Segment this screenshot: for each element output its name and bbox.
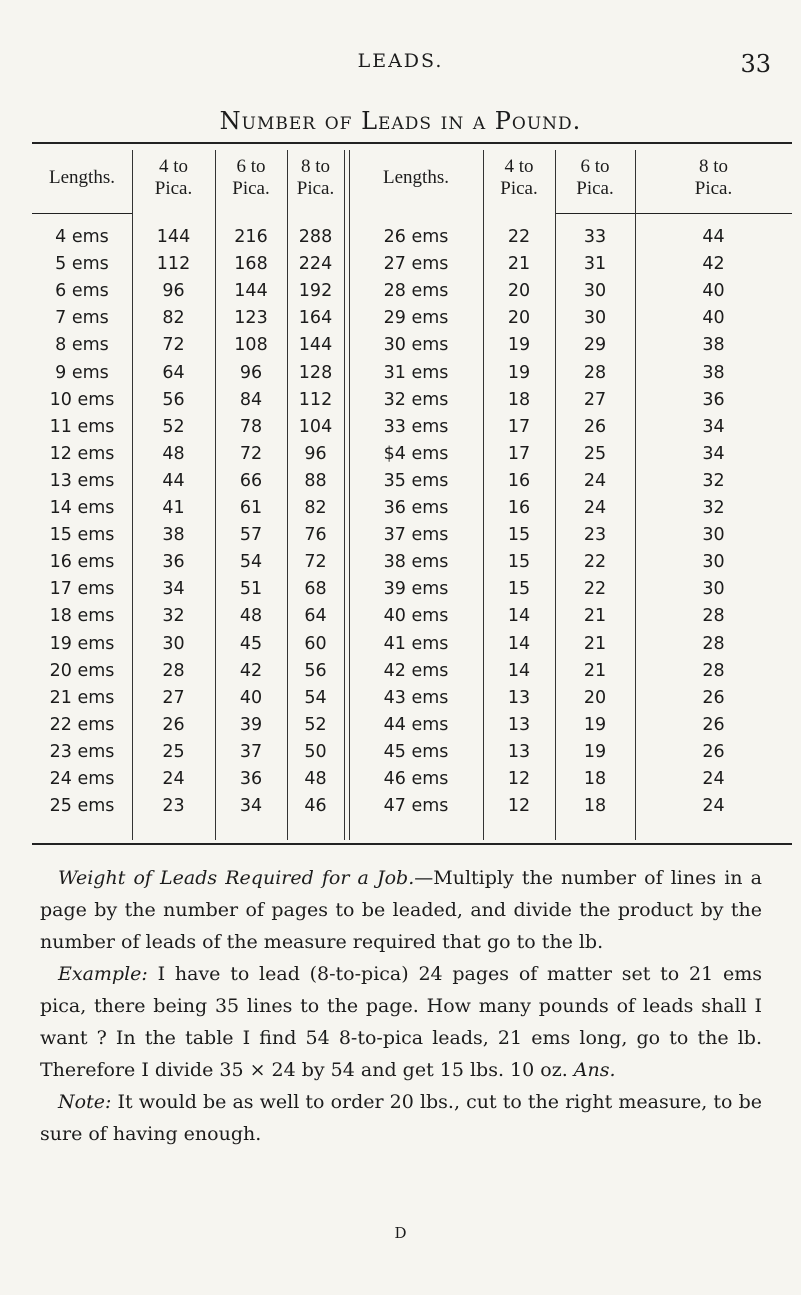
count-cell: 108 (234, 335, 268, 356)
length-cell: 19 ems (49, 633, 115, 654)
count-cell: 14 (507, 633, 531, 654)
table-row (32, 549, 792, 576)
count-cell: 38 (162, 525, 185, 546)
count-cell: 64 (162, 362, 185, 383)
count-cell: 12 (507, 769, 531, 789)
count-cell: 44 (162, 470, 185, 491)
length-cell: 31 ems (383, 362, 449, 383)
count-cell: 40 (702, 281, 725, 302)
leads-table (32, 142, 792, 845)
length-cell: 20 ems (49, 660, 115, 681)
length-cell: 4 ems (55, 227, 109, 247)
count-cell: 46 (304, 796, 327, 817)
count-cell: 24 (162, 769, 185, 789)
count-cell: 28 (702, 606, 725, 627)
count-cell: 144 (234, 281, 268, 302)
count-cell: 54 (239, 552, 263, 573)
count-cell: 24 (702, 769, 725, 789)
count-cell: 72 (239, 443, 263, 464)
count-cell: 15 (507, 525, 531, 546)
count-cell: 112 (298, 389, 333, 410)
count-cell: 16 (507, 498, 531, 518)
count-cell: 17 (507, 443, 531, 464)
count-cell: 41 (162, 498, 185, 518)
count-cell: 33 (583, 227, 607, 247)
length-cell: 35 ems (383, 470, 449, 491)
count-cell: 14 (507, 660, 531, 681)
count-cell: 20 (507, 281, 531, 302)
paragraph-body: It would be as well to order 20 lbs., cut to the right measure, to be sure of having enough. (40, 1091, 762, 1145)
table-row (32, 658, 792, 685)
count-cell: 123 (234, 308, 268, 329)
length-cell: 26 ems (383, 227, 449, 247)
count-cell: 28 (702, 660, 725, 681)
count-cell: 21 (583, 606, 607, 627)
count-cell: 34 (702, 443, 725, 464)
count-cell: 61 (239, 498, 263, 518)
length-cell: 37 ems (383, 525, 449, 546)
count-cell: 30 (162, 633, 185, 654)
table-row (32, 305, 792, 332)
count-cell: 18 (583, 796, 607, 817)
length-cell: 5 ems (55, 254, 109, 275)
count-cell: 144 (298, 335, 333, 356)
table-row (32, 332, 792, 359)
length-cell: 36 ems (383, 498, 449, 518)
count-cell: 37 (239, 741, 263, 762)
count-cell: 88 (304, 470, 327, 491)
count-cell: 36 (162, 552, 185, 573)
table-bottom-rule (32, 843, 792, 845)
count-cell: 12 (507, 796, 531, 817)
count-cell: 19 (507, 335, 531, 356)
count-cell: 64 (304, 606, 327, 627)
count-cell: 19 (583, 741, 607, 762)
length-cell: 45 ems (383, 741, 449, 762)
count-cell: 224 (298, 254, 333, 275)
length-cell: 44 ems (383, 714, 449, 735)
count-cell: 28 (162, 660, 185, 681)
count-cell: 21 (583, 660, 607, 681)
count-cell: 22 (583, 552, 607, 573)
count-cell: 21 (507, 254, 531, 275)
count-cell: 164 (298, 308, 333, 329)
count-cell: 39 (239, 714, 263, 735)
length-cell: 22 ems (49, 714, 115, 735)
count-cell: 34 (162, 579, 185, 600)
count-cell: 18 (507, 389, 531, 410)
header-4-to-pica: 4 to Pica. (500, 156, 538, 199)
table-title: Number of Leads in a Pound. (219, 107, 582, 135)
header-lengths: Lengths. (383, 167, 449, 188)
header-4-to-pica: 4 to Pica. (154, 156, 193, 199)
table-row (32, 468, 792, 495)
count-cell: 288 (298, 227, 333, 247)
count-cell: 24 (583, 470, 607, 491)
running-title: LEADS. (357, 50, 444, 72)
length-cell: 13 ems (49, 470, 115, 491)
count-cell: 66 (239, 470, 263, 491)
count-cell: 96 (239, 362, 263, 383)
length-cell: 6 ems (55, 281, 109, 302)
count-cell: 26 (702, 687, 725, 708)
count-cell: 22 (507, 227, 531, 247)
count-cell: 16 (507, 470, 531, 491)
paragraph-weight-of-leads (40, 862, 762, 958)
header-8-to-pica: 8 to Pica. (694, 156, 733, 199)
count-cell: 13 (507, 714, 531, 735)
length-cell: 16 ems (49, 552, 115, 573)
count-cell: 84 (239, 389, 263, 410)
count-cell: 76 (304, 525, 327, 546)
count-cell: 40 (702, 308, 725, 329)
length-cell: 46 ems (383, 769, 449, 789)
table-row (32, 387, 792, 414)
count-cell: 72 (162, 335, 185, 356)
count-cell: 26 (702, 714, 725, 735)
length-cell: 24 ems (49, 769, 115, 789)
table-row (32, 766, 792, 793)
count-cell: 24 (702, 796, 725, 817)
count-cell: 17 (507, 416, 531, 437)
count-cell: 23 (583, 525, 607, 546)
length-cell: 42 ems (383, 660, 449, 681)
count-cell: 82 (162, 308, 185, 329)
table-row (32, 414, 792, 441)
count-cell: 68 (304, 579, 327, 600)
count-cell: 38 (702, 335, 725, 356)
table-row (32, 631, 792, 658)
table-row (32, 685, 792, 712)
length-cell: 43 ems (383, 687, 449, 708)
count-cell: 13 (507, 741, 531, 762)
table-row (32, 251, 792, 278)
header-8-to-pica: 8 to Pica. (296, 156, 335, 199)
count-cell: 168 (234, 254, 268, 275)
count-cell: 36 (702, 389, 725, 410)
length-cell: 28 ems (383, 281, 449, 302)
table-row (32, 712, 792, 739)
count-cell: 30 (702, 552, 725, 573)
running-head (0, 50, 801, 76)
count-cell: 60 (304, 633, 327, 654)
length-cell: 39 ems (383, 579, 449, 600)
count-cell: 56 (304, 660, 327, 681)
table-row (32, 576, 792, 603)
count-cell: 216 (234, 227, 268, 247)
count-cell: 42 (702, 254, 725, 275)
count-cell: 38 (702, 362, 725, 383)
length-cell: 7 ems (55, 308, 109, 329)
count-cell: 19 (583, 714, 607, 735)
count-cell: 48 (162, 443, 185, 464)
length-cell: 14 ems (49, 498, 115, 518)
count-cell: 52 (162, 416, 185, 437)
length-cell: 12 ems (49, 443, 115, 464)
length-cell: 30 ems (383, 335, 449, 356)
length-cell: 33 ems (383, 416, 449, 437)
table-row (32, 278, 792, 305)
count-cell: 18 (583, 769, 607, 789)
paragraph-heading: Weight of Leads Required for a Job. (58, 867, 415, 889)
count-cell: 13 (507, 687, 531, 708)
table-row (32, 224, 792, 251)
header-lengths: Lengths. (49, 167, 115, 188)
count-cell: 34 (702, 416, 725, 437)
count-cell: 20 (507, 308, 531, 329)
note-label: Note: (58, 1091, 112, 1113)
count-cell: 57 (239, 525, 263, 546)
count-cell: 25 (162, 741, 185, 762)
paragraph-example (40, 958, 762, 1086)
count-cell: 30 (583, 308, 607, 329)
count-cell: 20 (583, 687, 607, 708)
count-cell: 26 (162, 714, 185, 735)
paragraph-note (40, 1086, 762, 1150)
table-row (32, 522, 792, 549)
length-cell: 21 ems (49, 687, 115, 708)
count-cell: 82 (304, 498, 327, 518)
count-cell: 14 (507, 606, 531, 627)
count-cell: 28 (583, 362, 607, 383)
count-cell: 30 (702, 579, 725, 600)
header-6-to-pica: 6 to Pica. (232, 156, 270, 199)
count-cell: 19 (507, 362, 531, 383)
count-cell: 72 (304, 552, 327, 573)
length-cell: 11 ems (49, 416, 115, 437)
length-cell: 10 ems (49, 389, 115, 410)
count-cell: 28 (702, 633, 725, 654)
length-cell: 29 ems (383, 308, 449, 329)
count-cell: 15 (507, 579, 531, 600)
length-cell: 23 ems (49, 741, 115, 762)
body-text (40, 862, 762, 1150)
count-cell: 21 (583, 633, 607, 654)
count-cell: 54 (304, 687, 327, 708)
length-cell: 38 ems (383, 552, 449, 573)
paragraph-body: —Multiply the number of lines in a page by the number of pages to be leaded, and divide the product by the number of leads of the measure required that go to the lb. (40, 867, 762, 953)
length-cell: $4 ems (383, 443, 449, 464)
count-cell: 30 (702, 525, 725, 546)
count-cell: 52 (304, 714, 327, 735)
count-cell: 23 (162, 796, 185, 817)
table-row (32, 441, 792, 468)
table-row (32, 495, 792, 522)
count-cell: 31 (583, 254, 607, 275)
length-cell: 47 ems (383, 796, 449, 817)
example-label: Example: (58, 963, 148, 985)
header-rule-left (32, 213, 132, 214)
length-cell: 15 ems (49, 525, 115, 546)
signature-mark: D (394, 1224, 407, 1242)
count-cell: 96 (304, 443, 327, 464)
count-cell: 24 (583, 498, 607, 518)
count-cell: 26 (702, 741, 725, 762)
count-cell: 22 (583, 579, 607, 600)
length-cell: 41 ems (383, 633, 449, 654)
table-row (32, 739, 792, 766)
count-cell: 48 (239, 606, 263, 627)
count-cell: 45 (239, 633, 263, 654)
table-row (32, 360, 792, 387)
count-cell: 56 (162, 389, 185, 410)
count-cell: 128 (298, 362, 333, 383)
count-cell: 34 (239, 796, 263, 817)
count-cell: 44 (702, 227, 725, 247)
count-cell: 96 (162, 281, 185, 302)
length-cell: 32 ems (383, 389, 449, 410)
answer-label: Ans. (573, 1059, 616, 1081)
count-cell: 50 (304, 741, 327, 762)
count-cell: 42 (239, 660, 263, 681)
count-cell: 40 (239, 687, 263, 708)
length-cell: 8 ems (55, 335, 109, 356)
count-cell: 112 (156, 254, 191, 275)
header-6-to-pica: 6 to Pica. (576, 156, 614, 199)
count-cell: 144 (156, 227, 191, 247)
count-cell: 78 (239, 416, 263, 437)
count-cell: 30 (583, 281, 607, 302)
count-cell: 26 (583, 416, 607, 437)
header-rule-right (555, 213, 792, 214)
count-cell: 32 (702, 498, 725, 518)
count-cell: 27 (162, 687, 185, 708)
length-cell: 18 ems (49, 606, 115, 627)
count-cell: 32 (162, 606, 185, 627)
count-cell: 32 (702, 470, 725, 491)
count-cell: 36 (239, 769, 263, 789)
length-cell: 17 ems (49, 579, 115, 600)
table-row (32, 603, 792, 630)
length-cell: 40 ems (383, 606, 449, 627)
length-cell: 9 ems (55, 362, 109, 383)
count-cell: 51 (239, 579, 263, 600)
table-top-rule (32, 142, 792, 144)
count-cell: 29 (583, 335, 607, 356)
table-row (32, 793, 792, 820)
length-cell: 27 ems (383, 254, 449, 275)
page-number: 33 (740, 50, 771, 78)
count-cell: 15 (507, 552, 531, 573)
length-cell: 25 ems (49, 796, 115, 817)
paragraph-body: I have to lead (8-to-pica) 24 pages of matter set to 21 ems pica, there being 35 lines to the page. How many pounds of leads shall I want ? In the table I find 54 8-to-pica leads, 21 ems long, go to the lb. Therefore I divide 35 × 24 by 54 and get 15 lbs. 10 oz. (40, 963, 762, 1081)
count-cell: 104 (298, 416, 333, 437)
count-cell: 48 (304, 769, 327, 789)
count-cell: 192 (298, 281, 333, 302)
count-cell: 27 (583, 389, 607, 410)
count-cell: 25 (583, 443, 607, 464)
